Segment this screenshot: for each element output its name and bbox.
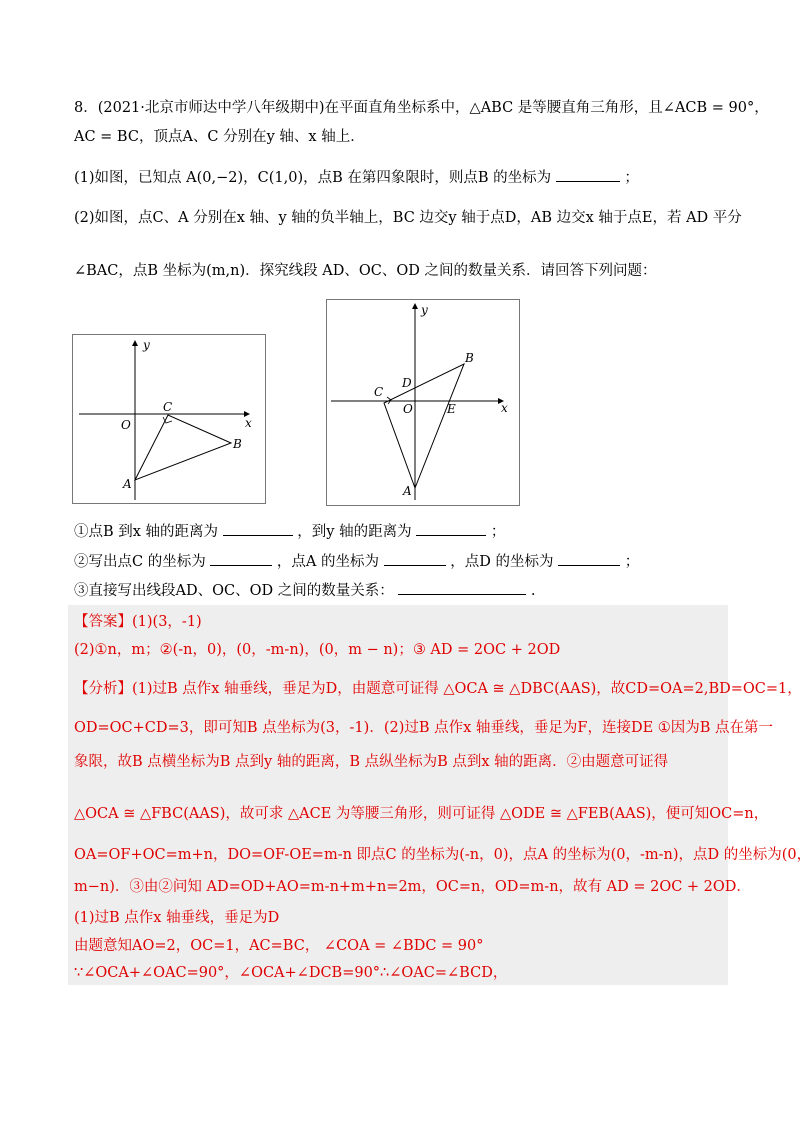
figure-2 xyxy=(326,299,520,506)
analysis-line-6: m−n)．③由②问知 AD=OD+AO=m-n+m+n=2m，OC=n，OD=m-n，故有 AD = 2OC + 2OD． xyxy=(74,879,751,895)
y-axis-label: y xyxy=(421,303,428,317)
part2-line-2: ∠BAC，点B 坐标为(m,n)．探究线段 AD、OC、OD 之间的数量关系．请回答下列问题： xyxy=(74,263,657,279)
sub2-label-b: ，点A 的坐标为 xyxy=(276,554,380,570)
answer-blank[interactable] xyxy=(416,521,486,536)
point-a-label: A xyxy=(123,477,132,491)
point-c-label: C xyxy=(163,400,173,414)
figure-2-diagram xyxy=(327,300,519,505)
point-d-label: D xyxy=(402,376,412,390)
answer-panel xyxy=(68,605,728,985)
analysis-line-4: △OCA ≅ △FBC(AAS)，故可求 △ACE 为等腰三角形，则可证得 △ODE ≅ △FEB(AAS)，便可知OC=n， xyxy=(74,806,769,822)
sub-question-2 xyxy=(74,551,734,572)
part2-line-1: (2)如图，点C、A 分别在x 轴、y 轴的负半轴上，BC 边交y 轴于点D，AB 边交x 轴于点E，若 AD 平分 xyxy=(74,210,742,226)
answer-line-2: (2)①n，m；②(-n，0)，(0，-m-n)，(0，m − n)；③ AD = 2OC + 2OD xyxy=(74,642,561,658)
sub-question-1 xyxy=(74,521,734,542)
figure-1 xyxy=(72,334,266,504)
sub2-end: ； xyxy=(624,554,640,570)
triangle-abc xyxy=(135,415,231,480)
part1-label: (1)如图，已知点 A(0,−2)，C(1,0)，点B 在第四象限时，则点B 的坐标为 xyxy=(74,170,552,186)
triangle-abc xyxy=(384,364,464,488)
answer-blank[interactable] xyxy=(558,551,620,566)
point-a-label: A xyxy=(403,484,412,498)
point-c-label: C xyxy=(374,385,384,399)
solution-line-3: ∵∠OCA+∠OAC=90°，∠OCA+∠DCB=90°∴∠OAC=∠BCD， xyxy=(74,965,508,981)
analysis-line-2: OD=OC+CD=3，即可知B 点坐标为(3，-1)．(2)过B 点作x 轴垂线，垂足为F，连接DE ①因为B 点在第一 xyxy=(74,720,774,736)
analysis-line-1: 【分析】(1)过B 点作x 轴垂线，垂足为D，由题意可证得 △OCA ≅ △DBC(AAS)，故CD=OA=2,BD=OC=1， xyxy=(74,681,802,697)
y-axis-label: y xyxy=(143,338,150,352)
answer-blank[interactable] xyxy=(556,167,620,182)
part1-end: ； xyxy=(624,170,639,186)
figure-1-diagram xyxy=(73,335,265,503)
point-e-label: E xyxy=(447,402,456,416)
sub2-label-c: ，点D 的坐标为 xyxy=(450,554,554,570)
origin-label: O xyxy=(121,418,131,432)
point-b-label: B xyxy=(465,351,474,365)
point-b-label: B xyxy=(233,437,242,451)
sub3-label: ③直接写出线段AD、OC、OD 之间的数量关系： xyxy=(74,583,394,599)
sub2-label-a: ②写出点C 的坐标为 xyxy=(74,554,206,570)
solution-line-1: (1)过B 点作x 轴垂线，垂足为D xyxy=(74,910,280,926)
sub3-end: . xyxy=(530,583,536,599)
answer-blank[interactable] xyxy=(384,551,446,566)
x-axis-label: x xyxy=(501,401,508,415)
question-line-1: 8．(2021·北京市师达中学八年级期中)在平面直角坐标系中，△ABC 是等腰直角三角形，且∠ACB = 90°， xyxy=(74,100,769,116)
answer-line-1: 【答案】(1)(3，-1) xyxy=(74,614,202,630)
sub1-end: ； xyxy=(490,524,506,540)
origin-label: O xyxy=(403,402,413,416)
answer-blank[interactable] xyxy=(223,521,293,536)
sub-question-3 xyxy=(74,580,734,601)
analysis-line-3: 象限，故B 点横坐标为B 点到y 轴的距离，B 点纵坐标为B 点到x 轴的距离．②由题意可证得 xyxy=(74,754,669,770)
answer-blank[interactable] xyxy=(398,580,526,595)
sub1-label-a: ①点B 到x 轴的距离为 xyxy=(74,524,219,540)
question-line-2: AC = BC，顶点A、C 分别在y 轴、x 轴上． xyxy=(74,129,365,145)
analysis-line-5: OA=OF+OC=m+n，DO=OF-OE=m-n 即点C 的坐标为(-n，0)，点A 的坐标为(0，-m-n)，点D 的坐标为(0， xyxy=(74,847,811,863)
sub1-label-b: ，到y 轴的距离为 xyxy=(297,524,412,540)
solution-line-2: 由题意知AO=2，OC=1，AC=BC， ∠COA = ∠BDC = 90° xyxy=(74,938,484,954)
x-axis-label: x xyxy=(245,416,252,430)
part1-text xyxy=(74,167,734,188)
answer-blank[interactable] xyxy=(210,551,272,566)
